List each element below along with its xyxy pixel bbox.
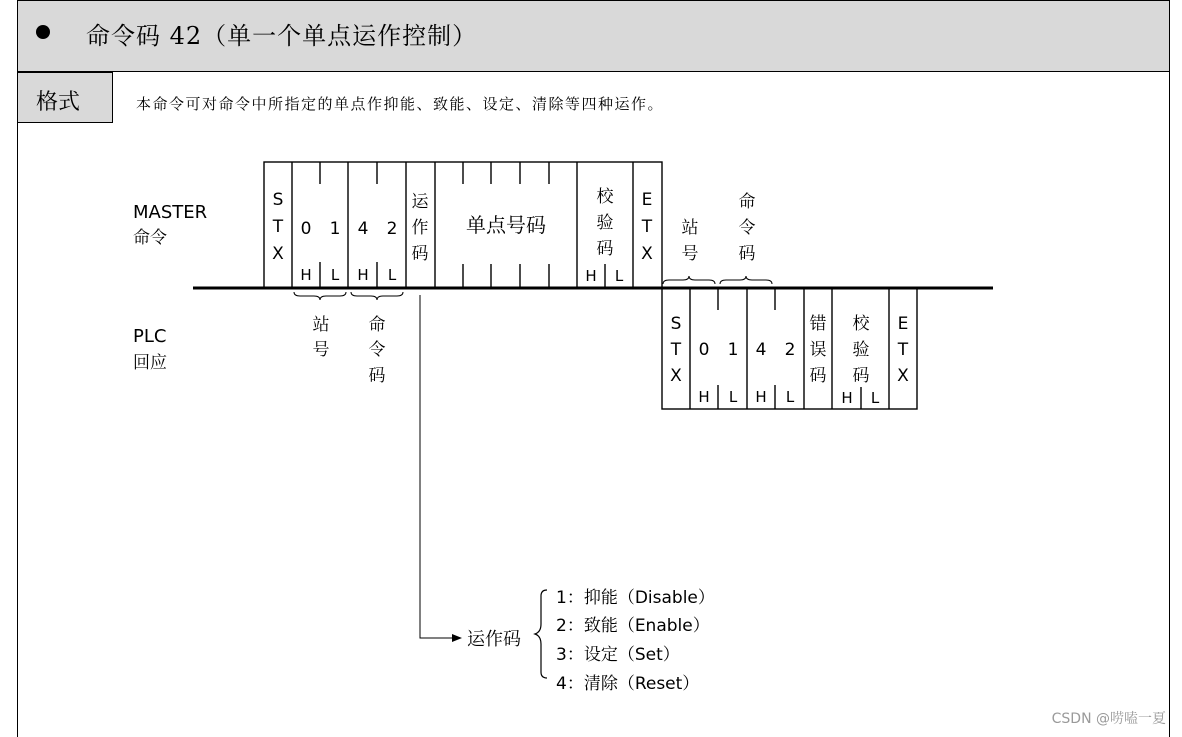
plc-command-lo: L <box>785 388 795 406</box>
plc-station-hi: H <box>698 388 710 406</box>
master-label-cn: 命令 <box>133 228 167 248</box>
plc-etx-e: E <box>897 314 909 334</box>
master-station-l: 1 <box>329 219 341 239</box>
master-command-hi: H <box>357 266 369 284</box>
plc-label-en: PLC <box>133 326 167 347</box>
master-stx-x: X <box>272 244 284 264</box>
opcode-item-2: 2：致能（Enable） <box>556 616 710 636</box>
master-command-h: 4 <box>357 219 369 239</box>
plc-stx-x: X <box>670 366 682 386</box>
plc-etx-t: T <box>897 340 909 360</box>
master-station-lo: L <box>330 266 340 284</box>
master-stx-t: T <box>272 217 284 237</box>
master-checksum-lo: L <box>614 267 624 285</box>
master-command-brace-3: 码 <box>368 366 386 386</box>
watermark: CSDN @唠嗑一夏 <box>1051 711 1166 727</box>
master-command-l: 2 <box>386 219 398 239</box>
master-station-brace <box>294 292 346 300</box>
format-label: 格式 <box>36 90 81 115</box>
opcode-item-4: 4：清除（Reset） <box>556 674 700 694</box>
plc-brace-labels <box>682 192 756 264</box>
plc-checksum-lo: L <box>870 389 880 407</box>
opcode-legend-label: 运作码 <box>467 629 521 650</box>
plc-command-hi: H <box>755 388 767 406</box>
master-station-brace-1: 站 <box>312 315 330 335</box>
master-opcode-2: 作 <box>411 218 429 238</box>
master-command-brace-1: 命 <box>368 315 386 335</box>
master-command-brace <box>351 292 403 300</box>
master-checksum-hi: H <box>585 267 597 285</box>
master-etx-t: T <box>641 217 653 237</box>
master-etx-e: E <box>641 190 653 210</box>
master-command-lo: L <box>387 266 397 284</box>
plc-station-lo: L <box>728 388 738 406</box>
plc-station-brace <box>663 276 715 284</box>
master-station-h: 0 <box>300 219 312 239</box>
plc-command-brace-1: 命 <box>738 192 756 212</box>
master-checksum-1: 校 <box>596 187 614 207</box>
plc-checksum-2: 验 <box>852 340 870 360</box>
plc-station-l: 1 <box>727 340 739 360</box>
arrow-right-icon <box>452 634 462 642</box>
master-point-number: 单点号码 <box>466 213 546 237</box>
opcode-pointer <box>420 295 452 638</box>
master-brace-labels <box>313 315 386 386</box>
master-opcode-3: 码 <box>411 244 429 264</box>
opcode-item-3: 3：设定（Set） <box>556 645 680 665</box>
master-checksum-3: 码 <box>596 239 614 259</box>
opcode-legend-items <box>556 588 715 694</box>
master-checksum-2: 验 <box>596 213 614 233</box>
plc-checksum-1: 校 <box>852 314 870 334</box>
plc-station-brace-1: 站 <box>681 218 699 238</box>
plc-frame-text <box>670 314 909 407</box>
master-etx-x: X <box>641 244 653 264</box>
plc-command-brace <box>720 276 772 284</box>
plc-stx-t: T <box>670 340 682 360</box>
format-description: 本命令可对命令中所指定的单点作抑能、致能、设定、清除等四种运作。 <box>136 95 665 113</box>
master-opcode-1: 运 <box>411 192 429 212</box>
plc-checksum-3: 码 <box>852 366 870 386</box>
plc-command-brace-3: 码 <box>738 244 756 264</box>
plc-station-h: 0 <box>698 340 710 360</box>
plc-stx-s: S <box>670 314 682 334</box>
plc-label-cn: 回应 <box>133 353 167 373</box>
master-braces <box>294 292 403 300</box>
plc-error-1: 错 <box>809 314 827 334</box>
plc-braces <box>663 276 772 284</box>
master-station-hi: H <box>300 266 312 284</box>
plc-command-l: 2 <box>784 340 796 360</box>
master-stx-s: S <box>272 190 284 210</box>
plc-command-brace-2: 令 <box>738 218 756 238</box>
master-station-brace-2: 号 <box>312 340 330 360</box>
plc-error-3: 码 <box>809 366 827 386</box>
master-command-brace-2: 令 <box>368 340 386 360</box>
plc-checksum-hi: H <box>841 389 853 407</box>
opcode-item-1: 1：抑能（Disable） <box>556 588 715 608</box>
opcode-curly-brace <box>535 590 547 678</box>
plc-command-h: 4 <box>755 340 767 360</box>
plc-etx-x: X <box>897 366 909 386</box>
master-label-en: MASTER <box>133 202 208 223</box>
page-title: 命令码 42（单一个单点运作控制） <box>86 22 478 50</box>
plc-error-2: 误 <box>809 340 827 360</box>
plc-station-brace-2: 号 <box>681 244 699 264</box>
